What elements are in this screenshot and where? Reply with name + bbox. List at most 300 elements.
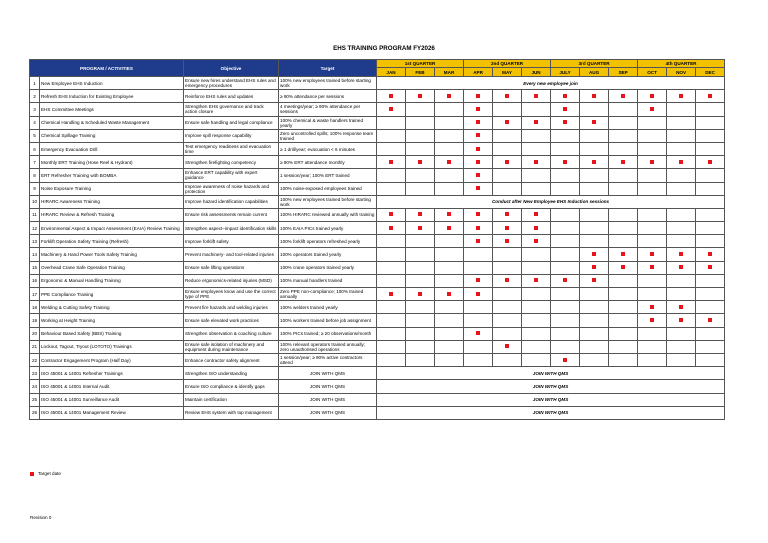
legend (30, 471, 61, 476)
target-date-marker-icon (650, 94, 654, 98)
month-cell (493, 301, 522, 314)
row-number: 17 (30, 288, 40, 301)
month-cell (493, 208, 522, 221)
target-cell: JOIN WITH QMS (279, 406, 377, 419)
target-date-marker-icon (592, 120, 596, 124)
month-cell (493, 314, 522, 327)
month-cell (696, 288, 725, 301)
header-month-mar: MAR (435, 68, 464, 77)
program-cell: New Employee EHS Induction (40, 77, 184, 90)
month-cell (406, 301, 435, 314)
row-number: 5 (30, 129, 40, 142)
target-cell: 1 session/year; 100% ERT trained (279, 169, 377, 182)
schedule-note: JOIN WITH QMS (377, 393, 725, 406)
program-cell: Refresh EHS Induction for Existing Employee (40, 90, 184, 103)
target-cell: JOIN WITH QMS (279, 393, 377, 406)
month-cell (696, 208, 725, 221)
table-row (30, 261, 725, 274)
month-cell (580, 288, 609, 301)
month-cell (667, 327, 696, 340)
month-cell (493, 222, 522, 235)
header-month-jun: JUN (522, 68, 551, 77)
target-date-marker-icon (505, 160, 509, 164)
header-month-apr: APR (464, 68, 493, 77)
table-row (30, 208, 725, 221)
row-number: 7 (30, 156, 40, 169)
header-month-feb: FEB (406, 68, 435, 77)
legend-label: Target date (38, 471, 61, 476)
month-cell (609, 248, 638, 261)
target-date-marker-icon (650, 107, 654, 111)
month-cell (580, 353, 609, 366)
objective-cell: Reduce ergonomics-related injuries (MSD) (184, 274, 279, 287)
month-cell (609, 182, 638, 195)
month-cell (551, 353, 580, 366)
month-cell (696, 182, 725, 195)
month-cell (609, 142, 638, 155)
month-cell (406, 248, 435, 261)
month-cell (464, 288, 493, 301)
program-cell: Noise Exposure Training (40, 182, 184, 195)
month-cell (522, 169, 551, 182)
objective-cell: Strengthen firefighting competency (184, 156, 279, 169)
month-cell (493, 103, 522, 116)
month-cell (522, 156, 551, 169)
month-cell (609, 235, 638, 248)
month-cell (696, 222, 725, 235)
month-cell (435, 222, 464, 235)
header-quarter-1: 1st QUARTER (377, 60, 464, 68)
target-date-marker-icon (650, 318, 654, 322)
program-cell: Working at Height Training (40, 314, 184, 327)
target-date-marker-icon (476, 212, 480, 216)
month-cell (435, 274, 464, 287)
header-month-may: MAY (493, 68, 522, 77)
month-cell (609, 327, 638, 340)
month-cell (493, 116, 522, 129)
target-cell: ≥ 1 drill/year; evacuation < 6 minutes (279, 142, 377, 155)
target-cell: Zero uncontrolled spills; 100% response team trained (279, 129, 377, 142)
month-cell (406, 208, 435, 221)
month-cell (580, 340, 609, 353)
month-cell (435, 90, 464, 103)
month-cell (522, 261, 551, 274)
row-number: 24 (30, 380, 40, 393)
month-cell (406, 90, 435, 103)
month-cell (493, 327, 522, 340)
program-cell: Overhead Crane Safe Operation Training (40, 261, 184, 274)
month-cell (522, 129, 551, 142)
month-cell (435, 353, 464, 366)
header-month-dec: DEC (696, 68, 725, 77)
month-cell (667, 129, 696, 142)
header-month-nov: NOV (667, 68, 696, 77)
month-cell (638, 103, 667, 116)
target-date-marker-icon (679, 318, 683, 322)
month-cell (493, 129, 522, 142)
month-cell (580, 314, 609, 327)
month-cell (667, 142, 696, 155)
month-cell (435, 261, 464, 274)
program-cell: Chemical Spillage Training (40, 129, 184, 142)
month-cell (493, 340, 522, 353)
objective-cell: Improve spill response capability (184, 129, 279, 142)
target-date-marker-icon (418, 226, 422, 230)
month-cell (580, 156, 609, 169)
month-cell (406, 182, 435, 195)
month-cell (464, 261, 493, 274)
target-cell: 100% PICs trained; ≥ 20 observations/month (279, 327, 377, 340)
target-date-marker-icon (563, 94, 567, 98)
month-cell (377, 116, 406, 129)
month-cell (551, 208, 580, 221)
month-cell (377, 235, 406, 248)
program-cell: ISO 45001 & 14001 Internal Audit (40, 380, 184, 393)
month-cell (377, 182, 406, 195)
table-row (30, 235, 725, 248)
month-cell (696, 103, 725, 116)
target-date-marker-icon (592, 160, 596, 164)
month-cell (464, 301, 493, 314)
row-number: 20 (30, 327, 40, 340)
objective-cell: Ensure safe isolation of machinery and equipment during maintenance (184, 340, 279, 353)
header-month-aug: AUG (580, 68, 609, 77)
month-cell (667, 248, 696, 261)
target-date-marker-icon (389, 94, 393, 98)
header-month-jan: JAN (377, 68, 406, 77)
target-cell: 100% HIRARC reviewed annually with training (279, 208, 377, 221)
month-cell (638, 353, 667, 366)
month-cell (580, 142, 609, 155)
revision-label: Revision 0 (30, 515, 52, 520)
program-cell: Environmental Aspect & Impact Assessment (EAIA) Review Training (40, 222, 184, 235)
month-cell (609, 90, 638, 103)
month-cell (435, 327, 464, 340)
row-number: 15 (30, 261, 40, 274)
table-row (30, 406, 725, 419)
table-row (30, 367, 725, 380)
month-cell (696, 156, 725, 169)
month-cell (551, 288, 580, 301)
month-cell (580, 182, 609, 195)
row-number: 21 (30, 340, 40, 353)
month-cell (580, 235, 609, 248)
training-program-table (29, 59, 725, 420)
month-cell (580, 222, 609, 235)
row-number: 26 (30, 406, 40, 419)
schedule-note: JOIN WITH QMS (377, 367, 725, 380)
objective-cell: Ensure safe elevated work practices (184, 314, 279, 327)
month-cell (377, 90, 406, 103)
month-cell (406, 235, 435, 248)
month-cell (667, 274, 696, 287)
month-cell (464, 182, 493, 195)
month-cell (551, 248, 580, 261)
objective-cell: Review EHS system with top management (184, 406, 279, 419)
month-cell (464, 169, 493, 182)
header-month-oct: OCT (638, 68, 667, 77)
month-cell (551, 129, 580, 142)
month-cell (551, 235, 580, 248)
objective-cell: Improve hazard identification capabilities (184, 195, 279, 208)
program-cell: Contractor Engagement Program (Half Day) (40, 353, 184, 366)
header-program: PROGRAM / ACTIVITIES (30, 60, 184, 77)
row-number: 3 (30, 103, 40, 116)
target-date-marker-icon (650, 265, 654, 269)
table-row (30, 169, 725, 182)
month-cell (696, 261, 725, 274)
target-date-marker-icon (708, 252, 712, 256)
table-row (30, 116, 725, 129)
month-cell (551, 314, 580, 327)
row-number: 25 (30, 393, 40, 406)
target-cell: JOIN WITH QMS (279, 367, 377, 380)
schedule-note: Every new employee join (377, 77, 725, 90)
month-cell (464, 353, 493, 366)
month-cell (667, 182, 696, 195)
target-date-marker-icon (30, 472, 34, 476)
month-cell (522, 288, 551, 301)
objective-cell: Strengthen ISO understanding (184, 367, 279, 380)
target-date-marker-icon (621, 252, 625, 256)
target-cell: 100% welders trained yearly (279, 301, 377, 314)
month-cell (580, 208, 609, 221)
target-date-marker-icon (505, 120, 509, 124)
month-cell (464, 156, 493, 169)
target-cell: 100% chemical & waste handlers trained yearly (279, 116, 377, 129)
month-cell (638, 261, 667, 274)
month-cell (377, 314, 406, 327)
table-row (30, 301, 725, 314)
target-cell: 4 meetings/year; ≥ 90% attendance per sessions (279, 103, 377, 116)
target-date-marker-icon (418, 292, 422, 296)
month-cell (377, 156, 406, 169)
month-cell (435, 129, 464, 142)
program-cell: Behaviour Based Safety (BBS) Training (40, 327, 184, 340)
objective-cell: Enhance contractor safety alignment (184, 353, 279, 366)
month-cell (696, 142, 725, 155)
month-cell (580, 327, 609, 340)
month-cell (493, 169, 522, 182)
month-cell (580, 301, 609, 314)
month-cell (667, 156, 696, 169)
month-cell (667, 103, 696, 116)
row-number: 4 (30, 116, 40, 129)
objective-cell: Test emergency readiness and evacuation time (184, 142, 279, 155)
target-date-marker-icon (592, 278, 596, 282)
month-cell (377, 288, 406, 301)
month-cell (667, 261, 696, 274)
target-date-marker-icon (418, 160, 422, 164)
objective-cell: Strengthen observation & coaching culture (184, 327, 279, 340)
month-cell (377, 208, 406, 221)
month-cell (522, 116, 551, 129)
program-cell: HIRARC Awareness Training (40, 195, 184, 208)
program-cell: PPE Compliance Training (40, 288, 184, 301)
schedule-note: JOIN WITH QMS (377, 380, 725, 393)
month-cell (464, 248, 493, 261)
target-date-marker-icon (389, 226, 393, 230)
month-cell (493, 248, 522, 261)
objective-cell: Strengthen aspect–impact identification skills (184, 222, 279, 235)
month-cell (638, 248, 667, 261)
target-date-marker-icon (534, 226, 538, 230)
target-date-marker-icon (563, 160, 567, 164)
month-cell (377, 103, 406, 116)
month-cell (522, 208, 551, 221)
row-number: 22 (30, 353, 40, 366)
month-cell (696, 248, 725, 261)
table-row (30, 248, 725, 261)
month-cell (493, 274, 522, 287)
month-cell (464, 208, 493, 221)
target-cell: 100% forklift operators refreshed yearly (279, 235, 377, 248)
target-date-marker-icon (621, 265, 625, 269)
target-date-marker-icon (534, 120, 538, 124)
program-cell: ISO 45001 & 14001 Surveillance Audit (40, 393, 184, 406)
month-cell (406, 129, 435, 142)
month-cell (609, 288, 638, 301)
target-date-marker-icon (708, 265, 712, 269)
row-number: 2 (30, 90, 40, 103)
objective-cell: Reinforce EHS rules and updates (184, 90, 279, 103)
month-cell (406, 314, 435, 327)
month-cell (609, 274, 638, 287)
row-number: 18 (30, 301, 40, 314)
month-cell (667, 208, 696, 221)
target-date-marker-icon (679, 305, 683, 309)
target-date-marker-icon (708, 94, 712, 98)
month-cell (580, 90, 609, 103)
program-cell: ERT Refresher Training with BOMBA (40, 169, 184, 182)
objective-cell: Prevent fire hazards and welding injuries (184, 301, 279, 314)
row-number: 23 (30, 367, 40, 380)
month-cell (638, 301, 667, 314)
month-cell (406, 142, 435, 155)
month-cell (580, 169, 609, 182)
objective-cell: Ensure risk assessments remain current (184, 208, 279, 221)
program-cell: Emergency Evacuation Drill (40, 142, 184, 155)
target-date-marker-icon (447, 160, 451, 164)
target-date-marker-icon (476, 133, 480, 137)
month-cell (464, 235, 493, 248)
program-cell: Monthly ERT Training (Hose Reel & Hydrant) (40, 156, 184, 169)
objective-cell: Ensure ISO compliance & identify gaps (184, 380, 279, 393)
month-cell (638, 182, 667, 195)
target-cell: ≥ 90% ERT attendance monthly (279, 156, 377, 169)
row-number: 12 (30, 222, 40, 235)
month-cell (609, 208, 638, 221)
target-date-marker-icon (476, 147, 480, 151)
target-cell: 100% manual handlers trained (279, 274, 377, 287)
month-cell (638, 129, 667, 142)
month-cell (696, 314, 725, 327)
table-row (30, 195, 725, 208)
table-row (30, 314, 725, 327)
month-cell (551, 182, 580, 195)
month-cell (609, 129, 638, 142)
target-date-marker-icon (389, 107, 393, 111)
target-date-marker-icon (505, 278, 509, 282)
month-cell (464, 222, 493, 235)
objective-cell: Strengthen EHS governance and track action closure (184, 103, 279, 116)
target-date-marker-icon (476, 186, 480, 190)
month-cell (406, 261, 435, 274)
target-cell: 100% relevant operators trained annually; zero unauthorised operations (279, 340, 377, 353)
target-cell: 1 session/year; ≥ 90% active contractors attend (279, 353, 377, 366)
target-cell: 100% crane operators trained yearly (279, 261, 377, 274)
month-cell (377, 248, 406, 261)
month-cell (493, 182, 522, 195)
month-cell (493, 288, 522, 301)
month-cell (406, 288, 435, 301)
month-cell (667, 222, 696, 235)
month-cell (464, 116, 493, 129)
month-cell (696, 90, 725, 103)
month-cell (580, 129, 609, 142)
month-cell (522, 301, 551, 314)
month-cell (638, 274, 667, 287)
objective-cell: Prevent machinery- and tool-related injuries (184, 248, 279, 261)
target-date-marker-icon (447, 212, 451, 216)
objective-cell: Ensure safe handling and legal compliance (184, 116, 279, 129)
target-date-marker-icon (447, 94, 451, 98)
header-month-sep: SEP (609, 68, 638, 77)
month-cell (406, 103, 435, 116)
program-cell: ISO 45001 & 14001 Refresher Trainings (40, 367, 184, 380)
header-quarter-4: 4th QUARTER (638, 60, 725, 68)
month-cell (406, 116, 435, 129)
month-cell (435, 169, 464, 182)
month-cell (377, 327, 406, 340)
month-cell (696, 116, 725, 129)
target-date-marker-icon (534, 239, 538, 243)
month-cell (406, 169, 435, 182)
target-date-marker-icon (476, 120, 480, 124)
month-cell (435, 142, 464, 155)
target-date-marker-icon (621, 94, 625, 98)
month-cell (696, 353, 725, 366)
month-cell (580, 103, 609, 116)
target-date-marker-icon (476, 331, 480, 335)
month-cell (464, 327, 493, 340)
month-cell (406, 340, 435, 353)
month-cell (435, 248, 464, 261)
month-cell (406, 274, 435, 287)
month-cell (551, 261, 580, 274)
month-cell (435, 116, 464, 129)
target-date-marker-icon (476, 160, 480, 164)
target-cell: 100% new employees trained before starting work (279, 77, 377, 90)
month-cell (609, 103, 638, 116)
month-cell (667, 235, 696, 248)
month-cell (522, 327, 551, 340)
month-cell (667, 301, 696, 314)
month-cell (377, 169, 406, 182)
month-cell (464, 129, 493, 142)
month-cell (551, 116, 580, 129)
month-cell (667, 116, 696, 129)
month-cell (464, 90, 493, 103)
month-cell (696, 169, 725, 182)
target-date-marker-icon (563, 107, 567, 111)
month-cell (493, 156, 522, 169)
objective-cell: Ensure new hires understand EHS rules and emergency procedures (184, 77, 279, 90)
row-number: 14 (30, 248, 40, 261)
month-cell (551, 327, 580, 340)
program-cell: Ergonomic & Manual Handling Training (40, 274, 184, 287)
month-cell (551, 274, 580, 287)
